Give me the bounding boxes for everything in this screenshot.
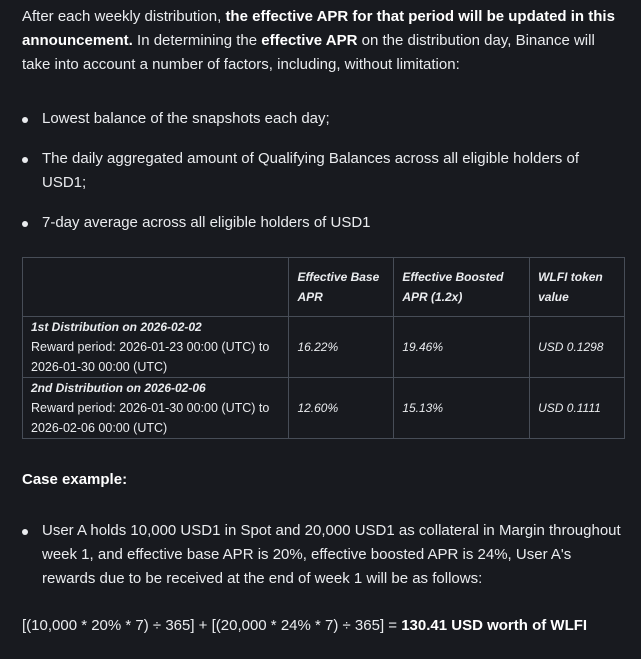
- distribution-name: 1st Distribution on 2026-02-02: [31, 320, 202, 334]
- distribution-table: [22, 257, 625, 439]
- case-text: User A holds 10,000 USD1 in Spot and 20,000 USD1 as collateral in Margin throughout week 1, and effective base APR is 20%, effective boosted APR is 24%, User A's rewards due to be received at the end of week 1 will be as follows:: [42, 522, 621, 587]
- case-example-title: Case example:: [22, 471, 128, 488]
- factor-text: Lowest balance of the snapshots each day;: [42, 110, 330, 127]
- base-apr-cell: 16.22%: [289, 317, 394, 378]
- intro-bold-1: the effective APR for that period will be updated in this announcement.: [22, 8, 615, 49]
- table-row: [23, 317, 625, 378]
- base-apr-cell: 12.60%: [289, 378, 394, 439]
- bullet-icon: [22, 529, 28, 535]
- intro-text-1: After each weekly distribution,: [22, 8, 226, 25]
- table-header-cell: [23, 258, 289, 317]
- distribution-cell: [23, 317, 289, 378]
- table-header-cell: Effective Boosted APR (1.2x): [394, 258, 530, 317]
- bullet-icon: [22, 157, 28, 163]
- distribution-name: 2nd Distribution on 2026-02-06: [31, 381, 206, 395]
- boosted-apr-cell: 19.46%: [394, 317, 530, 378]
- factor-text: The daily aggregated amount of Qualifying Balances across all eligible holders of USD1;: [42, 150, 579, 191]
- bullet-icon: [22, 117, 28, 123]
- reward-period: Reward period: 2026-01-23 00:00 (UTC) to 2026-01-30 00:00 (UTC): [31, 340, 270, 374]
- factor-text: 7-day average across all eligible holders of USD1: [42, 214, 371, 231]
- intro-paragraph: [22, 5, 622, 77]
- formula-expression: [(10,000 * 20% * 7) ÷ 365] + [(20,000 * 24% * 7) ÷ 365] =: [22, 617, 402, 634]
- boosted-apr-cell: 15.13%: [394, 378, 530, 439]
- token-value-cell: USD 0.1111: [530, 378, 625, 439]
- formula-result: 130.41 USD worth of WLFI: [401, 617, 588, 634]
- intro-text-3: on the distribution day, Binance will take into account a number of factors, including, without limitation:: [22, 32, 595, 73]
- bullet-icon: [22, 221, 28, 227]
- intro-bold-2: effective APR: [261, 32, 358, 49]
- reward-period: Reward period: 2026-01-30 00:00 (UTC) to 2026-02-06 00:00 (UTC): [31, 401, 270, 435]
- token-value-cell: USD 0.1298: [530, 317, 625, 378]
- table-header-row: [23, 258, 625, 317]
- distribution-cell: [23, 378, 289, 439]
- table-row: [23, 378, 625, 439]
- intro-text-2: In determining the: [132, 32, 262, 49]
- reward-formula: [22, 614, 632, 638]
- table-header-cell: Effective Base APR: [289, 258, 394, 317]
- table-header-cell: WLFI token value: [530, 258, 625, 317]
